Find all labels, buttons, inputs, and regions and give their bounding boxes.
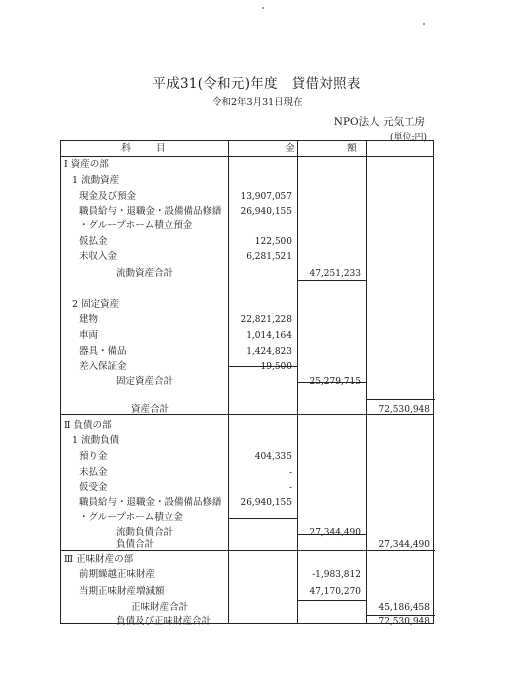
amount-c1: 122,500	[254, 237, 292, 247]
row-label: 正味財産合計	[131, 602, 189, 613]
row-label: 1 流動負債	[72, 435, 120, 446]
header-amount-1: 金	[285, 143, 297, 154]
row-label: 預り金	[79, 451, 108, 462]
column-rule	[228, 518, 297, 519]
row-label: 差入保証金	[79, 361, 127, 372]
row-label: Ⅱ 負債の部	[64, 420, 112, 431]
row-label: 2 固定資産	[72, 299, 120, 310]
row-label: 固定資産合計	[116, 376, 174, 387]
amount-c1: -	[288, 483, 292, 493]
row-label: 前期繰越正味財産	[79, 569, 156, 580]
header-item: 科 目	[121, 143, 168, 154]
unit-label: (単位:円)	[389, 133, 427, 143]
amount-c1: 1,014,164	[246, 331, 292, 341]
row-label: Ⅰ 資産の部	[64, 159, 109, 170]
speck-right	[423, 23, 425, 25]
row-label: 未収入金	[79, 251, 118, 262]
column-rule	[297, 600, 366, 601]
amount-c1: 1,424,823	[246, 347, 292, 357]
date-line: 令和2年3月31日現在	[212, 97, 303, 108]
row-label: 1 流動資産	[72, 175, 120, 186]
row-label: ・グループホーム積立金	[79, 512, 183, 523]
amount-c1: -	[288, 468, 292, 478]
amount-c3: 27,344,490	[378, 540, 430, 550]
header-divider	[61, 156, 433, 157]
row-label: 器具・備品	[79, 346, 127, 357]
amount-c2: 27,344,490	[309, 528, 361, 538]
amount-c2: 47,170,270	[309, 587, 361, 597]
row-label: 流動負債合計	[116, 527, 174, 538]
amount-c3: 72,530,948	[378, 405, 430, 415]
row-label: 現金及び預金	[79, 191, 137, 202]
amount-c1: 22,821,228	[240, 315, 292, 325]
row-label: Ⅲ 正味財産の部	[64, 554, 134, 565]
page-title: 平成31(令和元)年度 貸借対照表	[152, 76, 361, 92]
amount-c1: 26,940,155	[240, 498, 292, 508]
amount-c1: 6,281,521	[246, 252, 292, 262]
amount-c1: 13,907,057	[240, 192, 292, 202]
amount-c2: 47,251,233	[309, 269, 361, 279]
amount-c1: 26,940,155	[240, 207, 292, 217]
row-label: 仮払金	[79, 236, 108, 247]
row-label: 建物	[79, 314, 99, 325]
row-label: 当期正味財産増減額	[79, 586, 165, 597]
amount-c3: 72,530,948	[378, 617, 430, 627]
row-label: 流動資産合計	[116, 268, 174, 279]
row-label: 職員給与・退職金・設備備品修繕	[79, 206, 222, 217]
balance-sheet-table	[60, 140, 434, 627]
amount-c2: -1,983,812	[312, 570, 361, 580]
amount-c1: 404,335	[254, 452, 292, 462]
amount-c3: 45,186,458	[378, 603, 430, 613]
row-label: 未払金	[79, 467, 108, 478]
row-label: 負債及び正味財産合計	[116, 616, 212, 627]
column-rule	[366, 399, 435, 400]
organization-name: NPO法人 元気工房	[333, 116, 425, 128]
amount-c1: 19,500	[260, 362, 292, 372]
amount-c2: 25,279,715	[309, 377, 361, 387]
column-rule	[297, 280, 366, 281]
header-amount-2: 額	[347, 143, 359, 154]
speck-top	[262, 7, 264, 9]
row-label: 資産合計	[131, 404, 170, 415]
row-label: 負債合計	[116, 539, 155, 550]
row-label: 車両	[79, 330, 99, 341]
row-label: 職員給与・退職金・設備備品修繕	[79, 497, 222, 508]
row-label: 仮受金	[79, 482, 108, 493]
row-label: ・グループホーム積立預金	[79, 220, 193, 231]
